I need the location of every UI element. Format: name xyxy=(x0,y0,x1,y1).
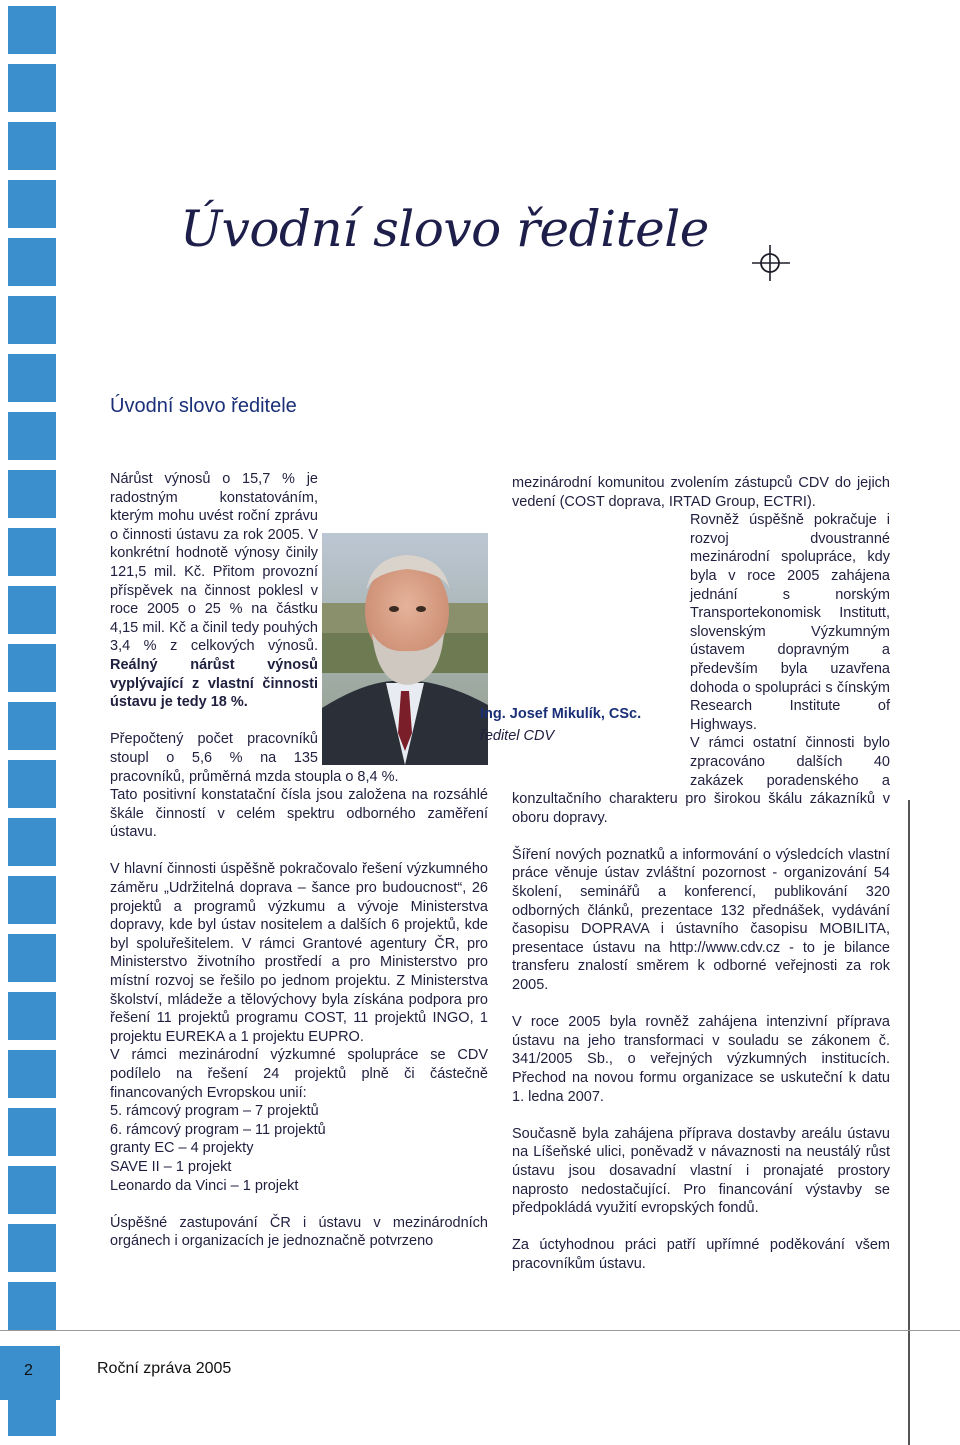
sidebar-square xyxy=(8,238,56,286)
sidebar-square xyxy=(8,818,56,866)
footer-rule xyxy=(0,1330,960,1331)
column-rule xyxy=(908,800,910,1445)
program-item: 5. rámcový program – 7 projektů xyxy=(110,1103,319,1120)
sidebar-square xyxy=(8,180,56,228)
page-title: Úvodní slovo ředitele xyxy=(180,200,709,258)
crosshair-icon xyxy=(752,243,792,283)
other-activities-paragraph: V rámci ostatní činnosti bylo zpracováno dalších 40 zakázek poradenského a konzultačního charakteru pro širokou škálu zákazníků v oboru dopravy. xyxy=(512,735,890,826)
thanks-paragraph: Za úctyhodnou práci patří upřímné poděkování všem pracovníkům ústavu. xyxy=(512,1237,890,1272)
director-photo xyxy=(322,533,488,765)
transformation-paragraph: V roce 2005 byla rovněž zahájena intenzivní příprava ústavu na jeho transformaci v souladu se zákonem č. 341/2005 Sb., o veřejných výzkumných institucích. Přechod na novou formu organizace se uskuteční k datu 1. ledna 2007. xyxy=(512,1014,890,1105)
international-paragraph: V rámci mezinárodní výzkumné spolupráce se CDV podílelo na řešení 24 projektů plně či částečně financovaných Evropskou unií: xyxy=(110,1047,488,1101)
sidebar-square xyxy=(8,934,56,982)
sidebar-square xyxy=(8,296,56,344)
sidebar-square xyxy=(8,6,56,54)
intro-text: Nárůst výnosů o 15,7 % je radostným konstatováním, kterým mohu uvést roční zprávu o činnosti ústavu za rok 2005. V konkrétní hodnotě výnosy činily 121,5 mil. Kč. Přitom provozní příspěvek na činnost poklesl v roce 2005 o 25 % na částku 4,15 mil. Kč a činil tedy pouhých 3,4 % z celkových výnosů. xyxy=(110,471,318,655)
right-column xyxy=(512,474,890,1274)
intro-bold-text: Reálný nárůst výnosů vyplývající z vlastní činnosti ústavu je tedy 18 %. xyxy=(110,656,318,711)
program-item: 6. rámcový program – 11 projektů xyxy=(110,1121,326,1138)
sidebar-square xyxy=(8,1166,56,1214)
research-paragraph: V hlavní činnosti úspěšně pokračovalo řešení výzkumného záměru „Udržitelná doprava – šance pro budoucnost“, 26 projektů a programů výzkumu a vývoje Ministerstva dopravy, kde byl ústav nositelem a dalších 6 projektů, kde byl spoluřešitelem. V rámci Grantové agentury ČR, pro Ministerstvo životního prostředí a pro Ministerstvo pro místní rozvoj se řešilo po jednom projektu. Z Ministerstva školství, mládeže a tělovýchovy byla získána podpora pro řešení 11 projektů programu COST, 11 projektů INGO, 1 projektu EUREKA a 1 projektu EUPRO. xyxy=(110,861,488,1045)
sidebar-decoration xyxy=(0,0,58,1445)
director-name: Ing. Josef Mikulík, CSc. xyxy=(480,706,642,722)
sidebar-square xyxy=(8,528,56,576)
building-paragraph: Současně byla zahájena příprava dostavby areálu ústavu na Líšeňské ulici, poněvadž v návaznosti na neustálý růst ústavu jsou dosavadní vlastní i pronajaté prostory naprosto nedostačující. Pro financování výstavby se předpokládá využití evropských fondů. xyxy=(512,1125,890,1217)
sidebar-square xyxy=(8,876,56,924)
sidebar-square xyxy=(8,760,56,808)
sidebar-square xyxy=(8,1224,56,1272)
sidebar-square xyxy=(8,122,56,170)
sidebar-square xyxy=(8,64,56,112)
sidebar-square xyxy=(8,470,56,518)
community-paragraph: mezinárodní komunitou zvolením zástupců CDV do jejich vedení (COST doprava, IRTAD Group, ECTRI). xyxy=(512,475,890,510)
sidebar-square xyxy=(8,1282,56,1330)
director-portrait-image xyxy=(322,533,488,765)
sidebar-square xyxy=(8,644,56,692)
representation-paragraph: Úspěšné zastupování ČR i ústavu v mezinárodních orgánech i organizacích je jednoznačně potvrzeno xyxy=(110,1214,488,1250)
program-item: SAVE II – 1 projekt xyxy=(110,1158,232,1175)
sidebar-square xyxy=(8,702,56,750)
director-role: ředitel CDV xyxy=(480,728,555,744)
staff-paragraph: Přepočtený počet pracovníků stoupl o 5,6 % na 135 pracovníků, průměrná mzda stoupla o 8,4 %. xyxy=(110,731,399,785)
positive-paragraph: Tato positivní konstatační čísla jsou založena na rozsáhlé škále činností v celém spektru odborného zaměření ústavu. xyxy=(110,787,488,841)
program-item: Leonardo da Vinci – 1 projekt xyxy=(110,1177,299,1194)
cooperation-paragraph: Rovněž úspěšně pokračuje i rozvoj dvoustranné mezinárodní spolupráce, kdy byla v roce 2005 zahájena jednání s norským Transportekonomisk Institutt, slovenským Výzkumným ústavem dopravným a především byla uzavřena dohoda o spolupráci s čínským Research Institute of Highways. xyxy=(690,512,890,733)
sidebar-square xyxy=(8,1050,56,1098)
section-title: Úvodní slovo ředitele xyxy=(110,395,297,417)
sidebar-square xyxy=(8,586,56,634)
footer-publication-title: Roční zpráva 2005 xyxy=(97,1360,232,1377)
caption-spacer xyxy=(512,511,690,779)
sidebar-square xyxy=(8,412,56,460)
page-number: 2 xyxy=(24,1362,33,1379)
sidebar-square xyxy=(8,992,56,1040)
sidebar-square xyxy=(8,354,56,402)
knowledge-paragraph: Šíření nových poznatků a informování o výsledcích vlastní práce věnuje ústav zvláštní pozornost - organizování 54 školení, seminářů a konferencí, publikování 320 odborných článků, prezentace 132 přednášek, vydávání časopisu DOPRAVA i ústavního časopisu MOBILITA, presentace ústavu na http://www.cdv.cz - to je bilance transferu znalostí směrem k odborné veřejnosti za rok 2005. xyxy=(512,846,890,994)
sidebar-square xyxy=(8,1108,56,1156)
program-item: granty EC – 4 projekty xyxy=(110,1140,254,1157)
